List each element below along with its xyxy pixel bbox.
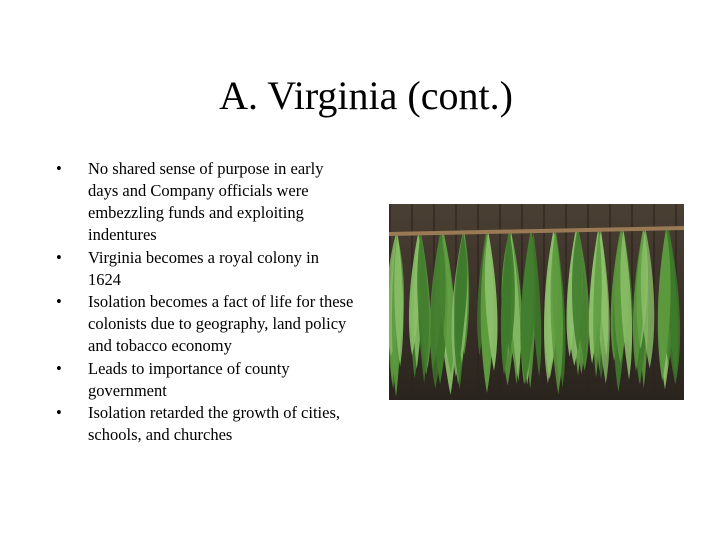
tobacco-drying-photo [389, 204, 684, 400]
tobacco-leaves-image [389, 204, 684, 400]
bullet-icon: • [56, 159, 62, 178]
bullet-item [56, 247, 356, 291]
bullet-icon: • [56, 292, 62, 311]
bullet-text: No shared sense of purpose in early days and Company officials were embezzling funds and exploiting indentures [88, 159, 324, 244]
barn-plank [609, 204, 611, 400]
bullet-icon: • [56, 403, 62, 422]
bullet-text: Virginia becomes a royal colony in 1624 [88, 247, 320, 289]
barn-plank [565, 204, 567, 400]
bullet-text: Isolation retarded the growth of cities, schools, and churches [88, 403, 341, 444]
bullet-item [56, 158, 356, 246]
bullet-text: Isolation becomes a fact of life for these colonists due to geography, land policy and tobacco economy [88, 292, 354, 355]
bullet-text: Leads to importance of county government [88, 358, 290, 400]
bullet-item [56, 291, 356, 357]
bullet-list [56, 158, 356, 447]
slide-title: A. Virginia (cont.) [219, 73, 513, 118]
bullet-icon: • [56, 358, 62, 378]
bullet-item [56, 402, 356, 446]
bullet-icon: • [56, 247, 62, 267]
bullet-item [56, 358, 356, 402]
